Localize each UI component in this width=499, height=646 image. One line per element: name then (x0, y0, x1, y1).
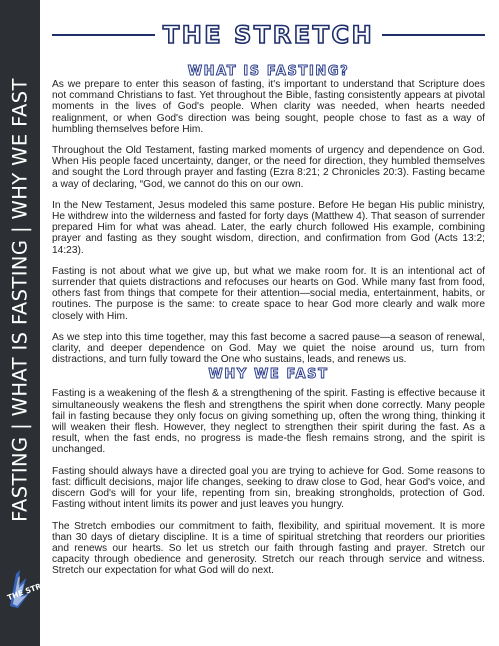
sidebar-vertical-title: FASTING | WHAT IS FASTING | WHY WE FAST (8, 78, 32, 522)
paragraph: In the New Testament, Jesus modeled this same posture. Before He began His public ministry, He withdrew into the wilderness and fasted for forty days (Matthew 4). That season of surrender prepared Him for what was ahead. Later, the early church followed His example, combining prayer and fasting as they sought wisdom, direction, and confirmation from God (Acts 13:2; 14:23). (52, 199, 485, 256)
title-row (52, 20, 485, 50)
paragraph: Fasting is not about what we give up, but what we make room for. It is an intentional act of surrender that quiets distractions and refocuses our hearts on God. While many fast from food, others fast from things that compete for their attention—social media, entertainment, habits, or routines. The purpose is the same: to create space to hear God more clearly and walk more closely with Him. (52, 265, 485, 322)
the-stretch-logo-icon (4, 566, 64, 612)
paragraph: The Stretch embodies our commitment to faith, flexibility, and spiritual movement. It is more than 30 days of dietary discipline. It is a time of spiritual stretching that reorders our priorities and renews our hearts. So let us stretch our faith through fasting and prayer. Stretch our capacity through obedience and generosity. Stretch our reach through service and witness. Stretch our expectation for what God will do next. (52, 520, 485, 577)
section-heading-why-we-fast: WHY WE FAST (208, 367, 329, 383)
sidebar (0, 0, 64, 646)
paragraph: Fasting should always have a directed goal you are trying to achieve for God. Some reasons to fast: difficult decisions, major life changes, seeking to draw close to God, hear God's voice, and discern God's will for your life, repenting from sin, breaking strongholds, protection of God. Fasting without intent limits its power and just leaves you hungry. (52, 465, 485, 511)
page-title: THE STRETCH (162, 21, 375, 49)
paragraph: As we step into this time together, may this fast become a sacred pause—a season of renewal, clarity, and deeper dependence on God. May we quiet the noise around us, turn from distractions, and turn fully toward the One who sustains, leads, and renews us. (52, 331, 485, 366)
main-content (52, 20, 485, 587)
paragraph: Fasting is a weakening of the flesh & a strengthening of the spirit. Fasting is effective because it simultaneously weakens the flesh and strengthens the spirit when done correctly. Many people fail in fasting because they only focus on giving something up, often the wrong thing, thinking it will weaken their flesh. However, they neglect to strengthen their spirit during the fast. As a result, when the fast ends, no progress is made-the flesh remains strong, and the spirit is unchanged. (52, 388, 485, 456)
title-rule-right (382, 34, 485, 36)
logo-text: THE STRETCH (6, 574, 64, 603)
title-rule-left (52, 34, 155, 36)
section-heading-what-is-fasting: WHAT IS FASTING? (187, 64, 350, 79)
paragraph: As we prepare to enter this season of fasting, it's important to understand that Scripture does not command Christians to fast. Yet throughout the Bible, fasting consistently appears at pivotal moments in the lives of God's people. When clarity was needed, when hearts needed realignment, or when God's direction was being sought, people chose to fast as a way of humbling themselves before Him. (52, 79, 485, 135)
paragraph: Throughout the Old Testament, fasting marked moments of urgency and dependence on God. When His people faced uncertainty, danger, or the need for direction, they humbled themselves and sought the Lord through prayer and fasting (Ezra 8:21; 2 Chronicles 20:3). Fasting became a way of declaring, “God, we cannot do this on our own. (52, 145, 485, 190)
